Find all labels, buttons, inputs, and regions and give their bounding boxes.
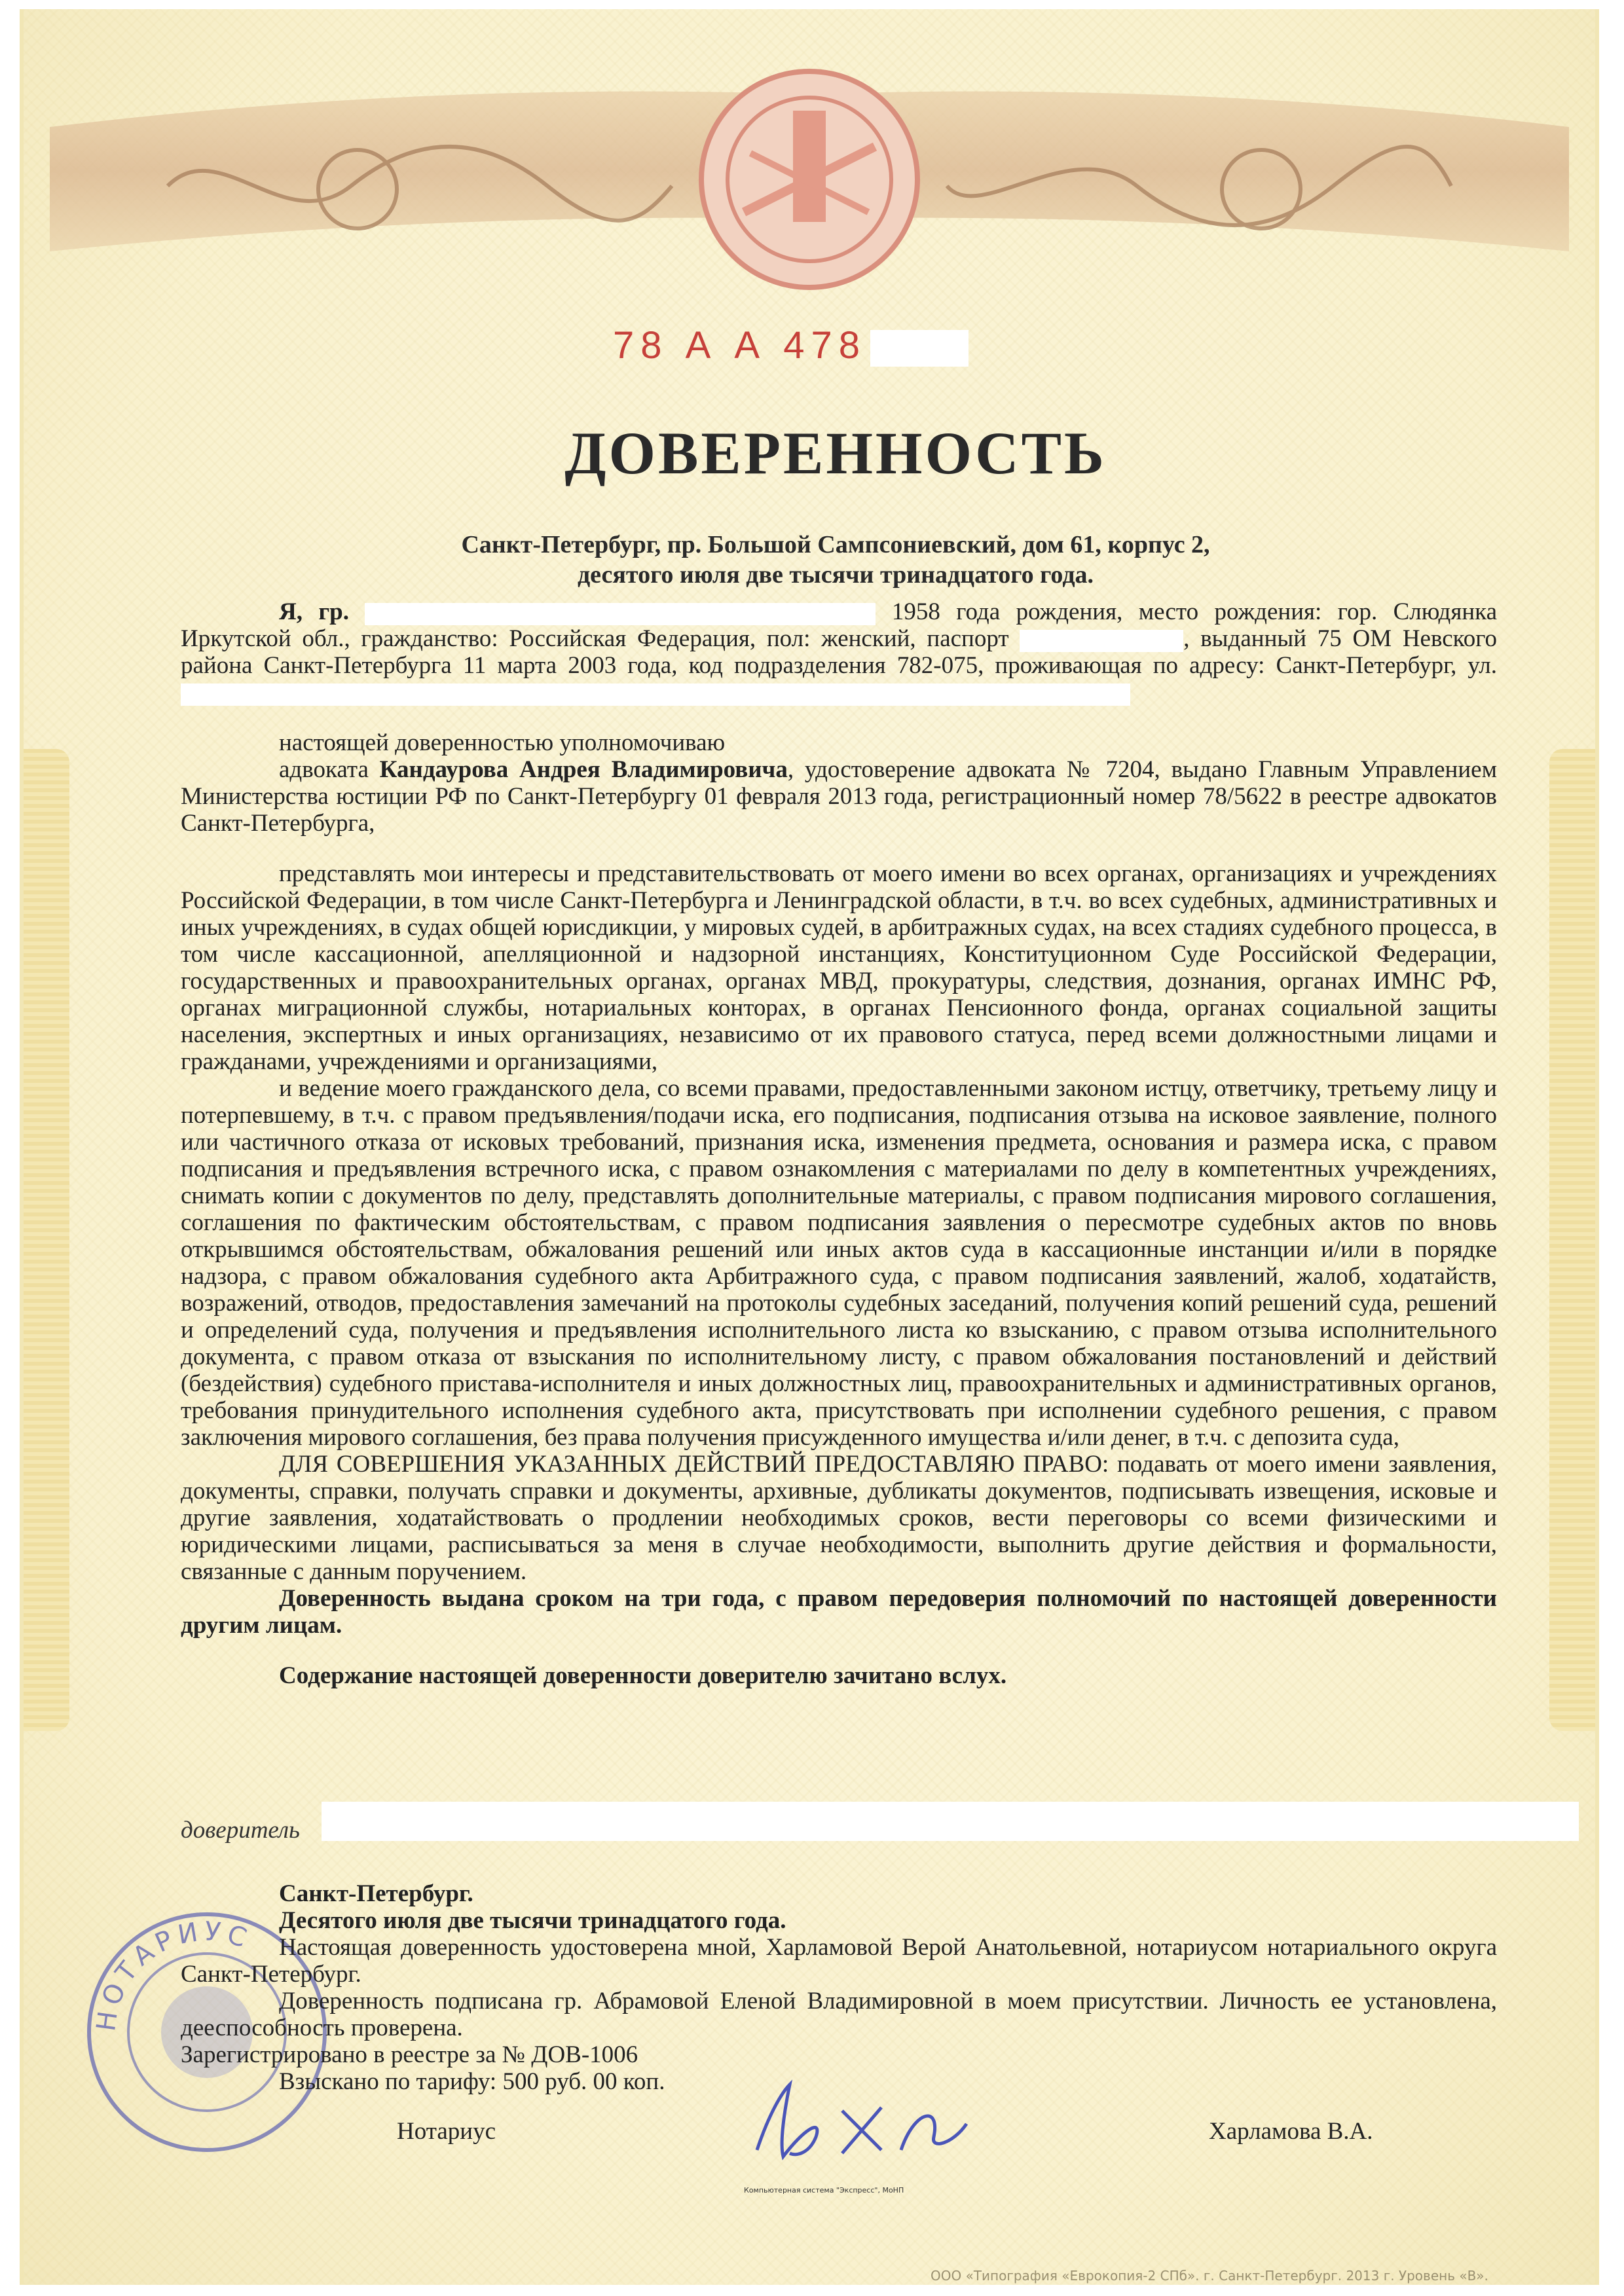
document-body [181,598,1497,1689]
right-border-tab [1549,749,1595,1731]
principal-details: 1958 года рождения, место рождения: гор. Слюдянка Иркутской обл., гражданство: Российская Федерация, пол: женский, паспорт [181,598,1497,652]
redacted-principal-signature [322,1802,1579,1841]
place-and-date [24,530,1624,590]
emblem-icon [701,71,917,287]
principal-lead: Я, гр. [279,598,350,625]
principal-address: , выданный 75 ОМ Невского района Санкт-Петербурга 11 марта 2003 года, код подразделения 782-075, проживающая по адресу: Санкт-Петербург, ул. [181,625,1497,679]
term-paragraph: Доверенность выдана сроком на три года, с правом передоверия полномочий по настоящей доверенности другим лицам. [181,1585,1497,1639]
notary-certification [181,1880,1497,2095]
notary-label: Нотариус [397,2118,496,2145]
left-border-tab [24,749,69,1731]
ornamental-header-band [50,55,1569,337]
powers-paragraph-1: представлять мои интересы и представительствовать от моего имени во всех органах, организациях и учреждениях Российской Федерации, в том числе Санкт-Петербурга и Ленинградской области, в т.ч. во всех судебных, административных и иных учреждениях, в судах общей юрисдикции, у мировых судей, в арбитражных судах, на всех стадиях судебного процесса, в том числе кассационной, апелляционной и надзорной инстанциях, Конституционном Суде Российской Федерации, государственных и правоохранительных органах, органах МВД, прокуратуры, следствия, дознания, органах ИМНС РФ, органах миграционной службы, нотариальных конторах, в органах Пенсионного фонда, органах социальной защиты населения, экспертных и иных организациях, независимо от их правового статуса, перед всеми должностными лицами и гражданами, учреждениями и организациями, [181,860,1497,1075]
attorney-details: , удостоверение адвоката № 7204, выдано Главным Управлением Министерства юстиции РФ по Санкт-Петербургу 01 февраля 2013 года, регистрационный номер 78/5622 в реестре адвокатов Санкт-Петербурга, [181,756,1497,837]
printer-imprint: ООО «Типография «Еврокопия-2 СПб». г. Санкт-Петербург. 2013 г. Уровень «В». [931,2268,1488,2284]
form-serial-number: 78 А А 478 [613,323,969,367]
notary-fee: Взыскано по тарифу: 500 руб. 00 коп. [279,2068,665,2095]
document-sheet [20,9,1599,2285]
redacted-serial [870,330,969,367]
redacted-address [181,683,1130,706]
seal-text: НОТАРИУС [91,1916,255,2033]
notary-certified-text: Настоящая доверенность удостоверена мной, Харламовой Верой Анатольевной, нотариусом нотариального округа Санкт-Петербург. [181,1934,1497,1988]
principal-paragraph [181,598,1497,706]
read-aloud-line: Содержание настоящей доверенности доверителю зачитано вслух. [279,1662,1007,1689]
notary-signature-icon [744,2071,980,2170]
notary-city: Санкт-Петербург. [279,1880,473,1907]
powers-paragraph-3: ДЛЯ СОВЕРШЕНИЯ УКАЗАННЫХ ДЕЙСТВИЙ ПРЕДОСТАВЛЯЮ ПРАВО: подавать от моего имени заявления, документы, справки, получать справки и документы, архивные, дубликаты документов, подписывать извещения, исковые и другие заявления, ходатайствовать о продлении необходимых сроков, вести переговоры со всеми физическими и юридическими лицами, расписываться за меня в случае необходимости, выполнить другие действия и формальности, связанные с данным поручением. [181,1451,1497,1585]
powers-paragraph-2: и ведение моего гражданского дела, со всеми правами, предоставленными законом истцу, ответчику, третьему лицу и потерпевшему, в т.ч. с правом предъявления/подачи иска, его подписания, подписания отзыва на исковое заявление, полного или частичного отказа от исковых требований, признания иска, изменения предмета, основания и размера иска, с правом подписания и предъявления встречного иска, с правом ознакомления с материалами по делу в компетентных учреждениях, снимать копии с документов по делу, представлять дополнительные материалы, с правом подписания мирового соглашения, соглашения по фактическим обстоятельствам, с правом подписания заявления о пересмотре судебных актов по вновь открывшимся обстоятельствам, обжалования решений или иных актов суда в кассационные инстанции и/или в порядке надзора, с правом обжалования судебного акта Арбитражного суда, с правом подписания заявлений, жалоб, ходатайств, возражений, отводов, предоставления замечаний на протоколы судебных заседаний, получения копий решений суда, решений и определений суда, получения и предъявления исполнительного листа ко взысканию, с правом отзыва исполнительного документа, с правом отказа от взыскания по исполнительному листу, с правом обжалования постановлений и действий (бездействия) судебного пристава-исполнителя и иных должностных лиц, правоохранительных и административных органов, требования принудительного исполнения судебного акта, присутствовать при исполнении судебного решения, с правом заключения мирового соглашения, без права получения присужденного имущества и/или денег, в т.ч. с депозита суда, [181,1075,1497,1451]
system-note: Компьютерная система "Экспресс", МоНП [744,2186,904,2195]
attorney-paragraph [181,756,1497,837]
notary-date: Десятого июля две тысячи тринадцатого года. [279,1907,786,1934]
document-title: ДОВЕРЕННОСТЬ [564,420,1107,486]
authorization-intro: настоящей доверенностью уполномочиваю [279,729,726,756]
place-line: Санкт-Петербург, пр. Большой Сампсониевский, дом 61, корпус 2, [461,531,1210,558]
redacted-passport [1020,630,1183,652]
principal-signature-label: доверитель [181,1817,300,1844]
notary-registry: Зарегистрировано в реестре за № ДОВ-1006 [181,2041,638,2068]
redacted-name [365,603,876,625]
notary-name: Харламова В.А. [1209,2118,1373,2145]
attorney-name: Кандаурова Андрея Владимировича [379,756,788,783]
attorney-lead: адвоката [279,756,369,783]
notary-signed-text: Доверенность подписана гр. Абрамовой Еленой Владимировной в моем присутствии. Личность ее установлена, дееспособность проверена. [181,1988,1497,2041]
date-line: десятого июля две тысячи тринадцатого года. [577,561,1094,589]
